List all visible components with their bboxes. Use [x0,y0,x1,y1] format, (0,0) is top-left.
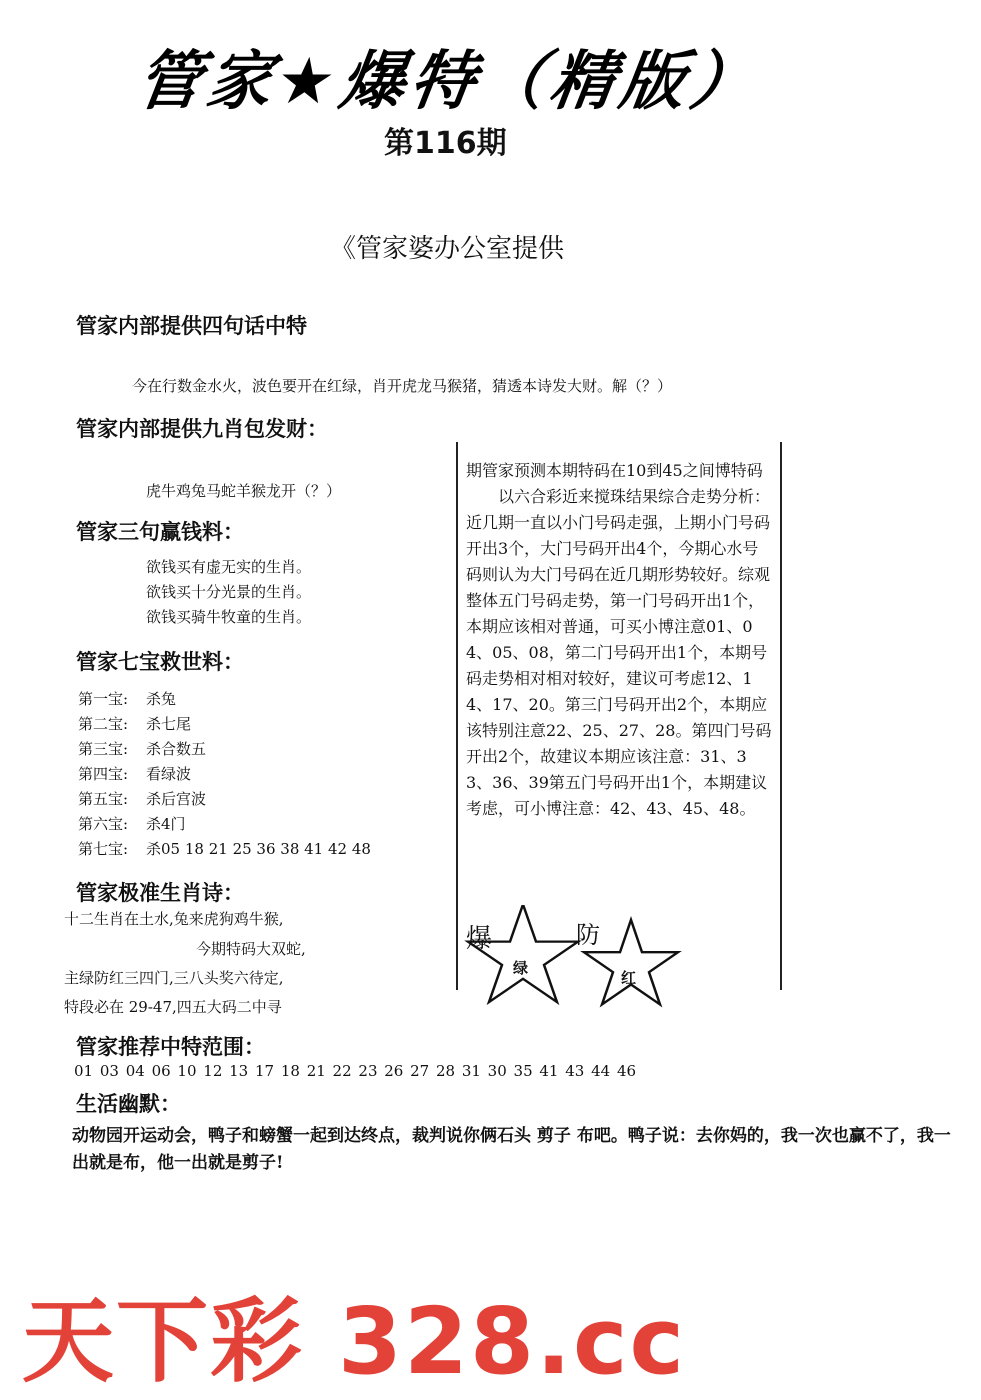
three-phrases-line: 欲钱买骑牛牧童的生肖。 [146,608,312,626]
treasure-item: 第二宝: 杀七尾 [78,715,192,733]
humor-text: 动物园开运动会，鸭子和螃蟹一起到达终点，裁判说你俩石头 剪子 布吧。鸭子说：去你妈的，我一次也赢不了，我一出就是布，他一出就是剪子! [72,1126,951,1173]
treasure-item: 第七宝: 杀05 18 21 25 36 38 41 42 48 [78,840,371,858]
treasure-item: 第一宝: 杀兔 [78,690,177,708]
main-title: 管家★爆特（精版） [131,45,766,119]
analysis-lead: 期管家预测本期特码在10到45之间博特码 [466,461,763,480]
seven-treasures-heading: 管家七宝救世料： [76,650,244,674]
star-label-green: 绿 [513,959,529,977]
provider-line: 《管家婆办公室提供 [330,234,565,264]
treasure-item: 第五宝: 杀后宫波 [78,790,207,808]
burst-label: 爆 [466,924,493,954]
poem-line: 今期特码大双蛇, [196,940,306,958]
star-label-red: 红 [621,969,637,987]
three-phrases-line: 欲钱买十分光景的生肖。 [146,583,312,601]
three-phrases-line: 欲钱买有虚无实的生肖。 [146,558,312,576]
stars-graphic [456,905,696,1015]
poem-line: 十二生肖在土水,兔来虎狗鸡牛猴, [64,910,284,928]
poem-heading: 管家极准生肖诗： [76,881,244,905]
range-heading: 管家推荐中特范围： [76,1035,265,1059]
guard-label: 防 [576,921,600,949]
poem-line: 特段必在 29-47,四五大码二中寻 [64,998,282,1016]
humor-heading: 生活幽默： [76,1092,181,1116]
poem-line: 主绿防红三四门,三八头奖六待定, [64,969,284,987]
four-lines-text: 今在行数金水火，波色要开在红绿，肖开虎龙马猴猪，猜透本诗发大财。解（？） [132,377,673,395]
range-numbers: 01 03 04 06 10 12 13 17 18 21 22 23 26 27 28 31 30 35 41 43 44 46 [74,1062,637,1080]
three-phrases-heading: 管家三句赢钱料： [76,520,244,544]
treasure-item: 第四宝: 看绿波 [78,765,192,783]
watermark: 天下彩 328.cc [22,1288,687,1395]
treasure-item: 第三宝: 杀合数五 [78,740,207,758]
analysis-body: 以六合彩近来搅珠结果综合走势分析：近几期一直以小门号码走强，上期小门号码开出3个，大门号码开出4个，今期心水号码则认为大门号码在近几期形势较好。综观整体五门号码走势，第一门号码开出1个，本期应该相对普通，可买小博注意01、04、05、08，第二门号码开出1个，本期号码走势相对相对较好，建议可考虑12、14、17、20。第三门号码开出2个，本期应该特别注意22、25、27、28。第四门号码开出2个，故建议本期应该注意：31、33、36、39第五门号码开出1个，本期建议考虑，可小博注意：42、43、45、48。 [466,487,772,818]
nine-zodiac-text: 虎牛鸡兔马蛇羊猴龙开（？） [146,482,342,500]
nine-zodiac-heading: 管家内部提供九肖包发财： [76,417,328,441]
star-icon [468,905,578,1002]
treasure-item: 第六宝: 杀4门 [78,815,186,833]
four-lines-heading: 管家内部提供四句话中特 [76,314,307,338]
issue-number: 第116期 [384,126,507,161]
